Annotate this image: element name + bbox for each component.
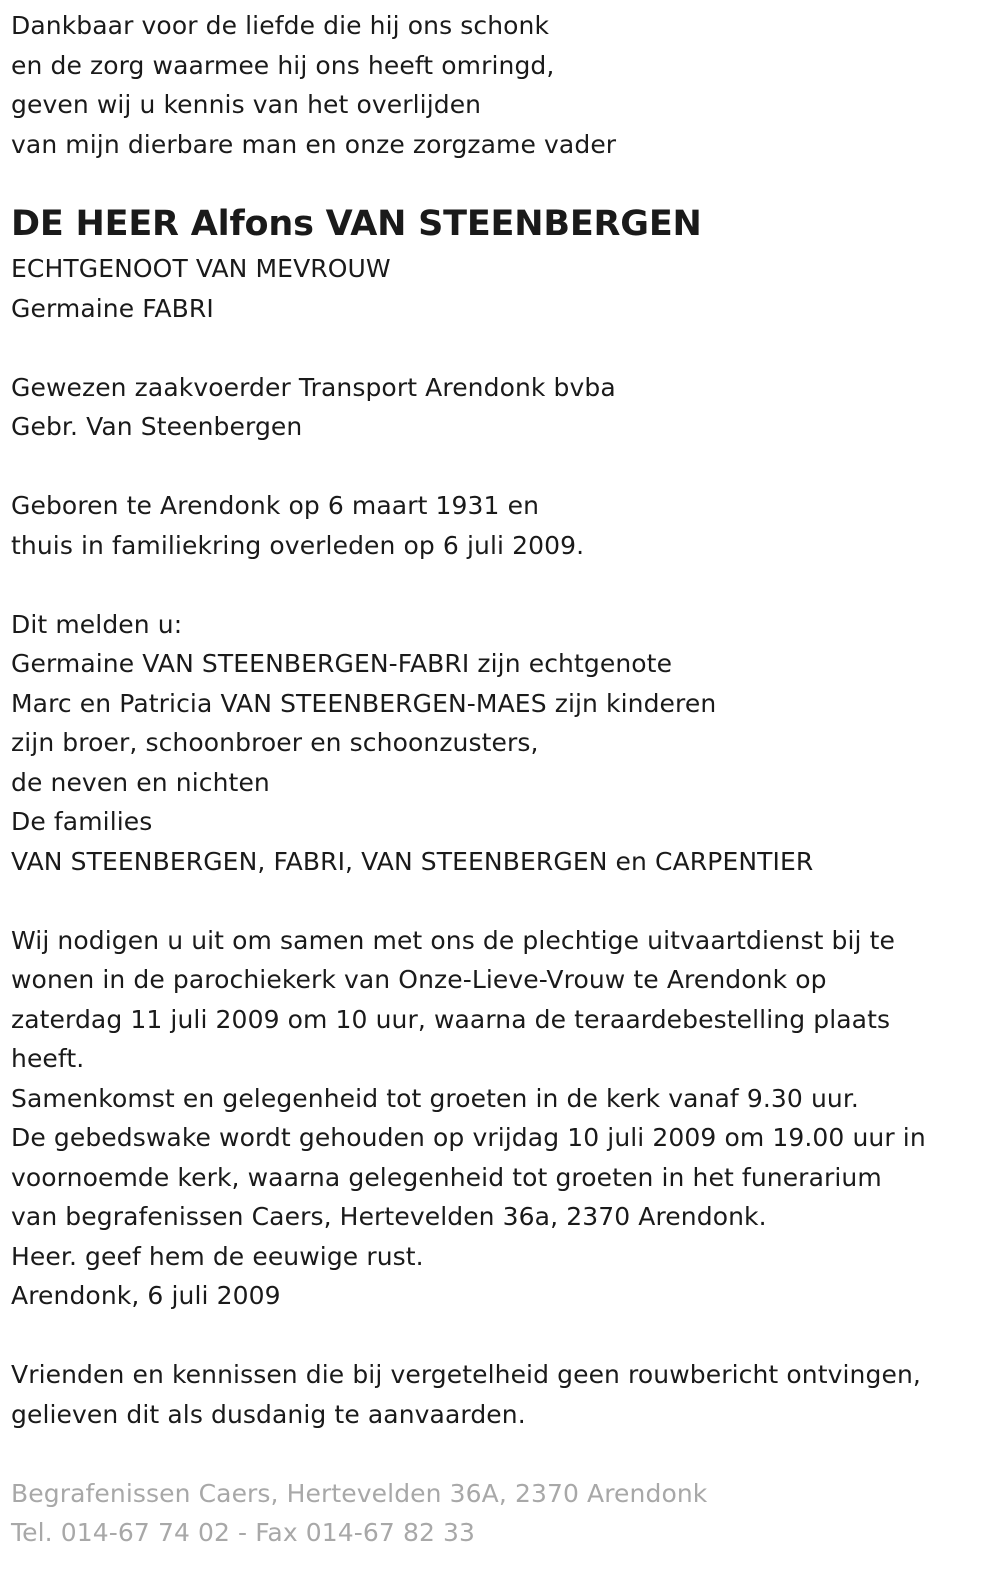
- closing-line: Vrienden en kennissen die bij vergetelheid geen rouwbericht ontvingen,: [11, 1360, 921, 1389]
- dates-paragraph: [11, 486, 981, 565]
- service-line: voornoemde kerk, waarna gelegenheid tot groeten in het funerarium: [11, 1162, 882, 1192]
- deceased-name: DE HEER Alfons VAN STEENBERGEN: [11, 204, 702, 244]
- footer-address: Begrafenissen Caers, Hertevelden 36A, 2370 Arendonk: [11, 1478, 708, 1508]
- service-line: Arendonk, 6 juli 2009: [11, 1281, 281, 1310]
- spacer: [11, 328, 981, 368]
- service-line: zaterdag 11 juli 2009 om 10 uur, waarna de teraardebestelling plaats: [11, 1004, 891, 1034]
- spacer: [11, 881, 981, 921]
- service-paragraph: [11, 921, 981, 1316]
- closing-line: gelieven dit als dusdanig te aanvaarden.: [11, 1399, 526, 1429]
- intro-line: Dankbaar voor de liefde die hij ons schonk: [11, 11, 550, 40]
- spouse-label: ECHTGENOOT VAN MEVROUW: [11, 254, 391, 283]
- family-line: de neven en nichten: [11, 767, 270, 797]
- funeral-home-footer: [11, 1474, 981, 1553]
- dates-line: Geboren te Arendonk op 6 maart 1931 en: [11, 491, 540, 520]
- occupation-paragraph: [11, 368, 981, 447]
- dates-line: thuis in familiekring overleden op 6 juli 2009.: [11, 530, 585, 560]
- intro-paragraph: [11, 6, 981, 164]
- intro-line: en de zorg waarmee hij ons heeft omringd,: [11, 50, 555, 80]
- intro-line: geven wij u kennis van het overlijden: [11, 90, 482, 119]
- occupation-line: Gebr. Van Steenbergen: [11, 412, 303, 441]
- spacer: [11, 565, 981, 605]
- service-line: De gebedswake wordt gehouden op vrijdag 10 juli 2009 om 19.00 uur in: [11, 1123, 926, 1152]
- service-line: heeft.: [11, 1044, 85, 1073]
- service-line: van begrafenissen Caers, Hertevelden 36a, 2370 Arendonk.: [11, 1202, 767, 1231]
- closing-paragraph: [11, 1355, 981, 1434]
- spacer: [11, 447, 981, 487]
- family-line: Marc en Patricia VAN STEENBERGEN-MAES zijn kinderen: [11, 688, 717, 718]
- obituary-document: [11, 6, 981, 1553]
- service-line: Heer. geef hem de eeuwige rust.: [11, 1241, 424, 1271]
- service-line: Samenkomst en gelegenheid tot groeten in de kerk vanaf 9.30 uur.: [11, 1083, 859, 1113]
- spacer: [11, 1434, 981, 1474]
- service-line: Wij nodigen u uit om samen met ons de plechtige uitvaartdienst bij te: [11, 925, 896, 955]
- occupation-line: Gewezen zaakvoerder Transport Arendonk bvba: [11, 372, 616, 402]
- family-line: Germaine VAN STEENBERGEN-FABRI zijn echtgenote: [11, 649, 673, 678]
- spacer: [11, 1316, 981, 1356]
- spouse-name: Germaine FABRI: [11, 293, 214, 323]
- family-line: VAN STEENBERGEN, FABRI, VAN STEENBERGEN en CARPENTIER: [11, 846, 814, 876]
- intro-line: van mijn dierbare man en onze zorgzame vader: [11, 129, 617, 159]
- family-line: De families: [11, 807, 153, 836]
- family-line: zijn broer, schoonbroer en schoonzusters,: [11, 728, 539, 757]
- service-line: wonen in de parochiekerk van Onze-Lieve-Vrouw te Arendonk op: [11, 965, 827, 994]
- family-line: Dit melden u:: [11, 609, 183, 639]
- family-paragraph: [11, 605, 981, 882]
- footer-contact: Tel. 014-67 74 02 - Fax 014-67 82 33: [11, 1518, 476, 1547]
